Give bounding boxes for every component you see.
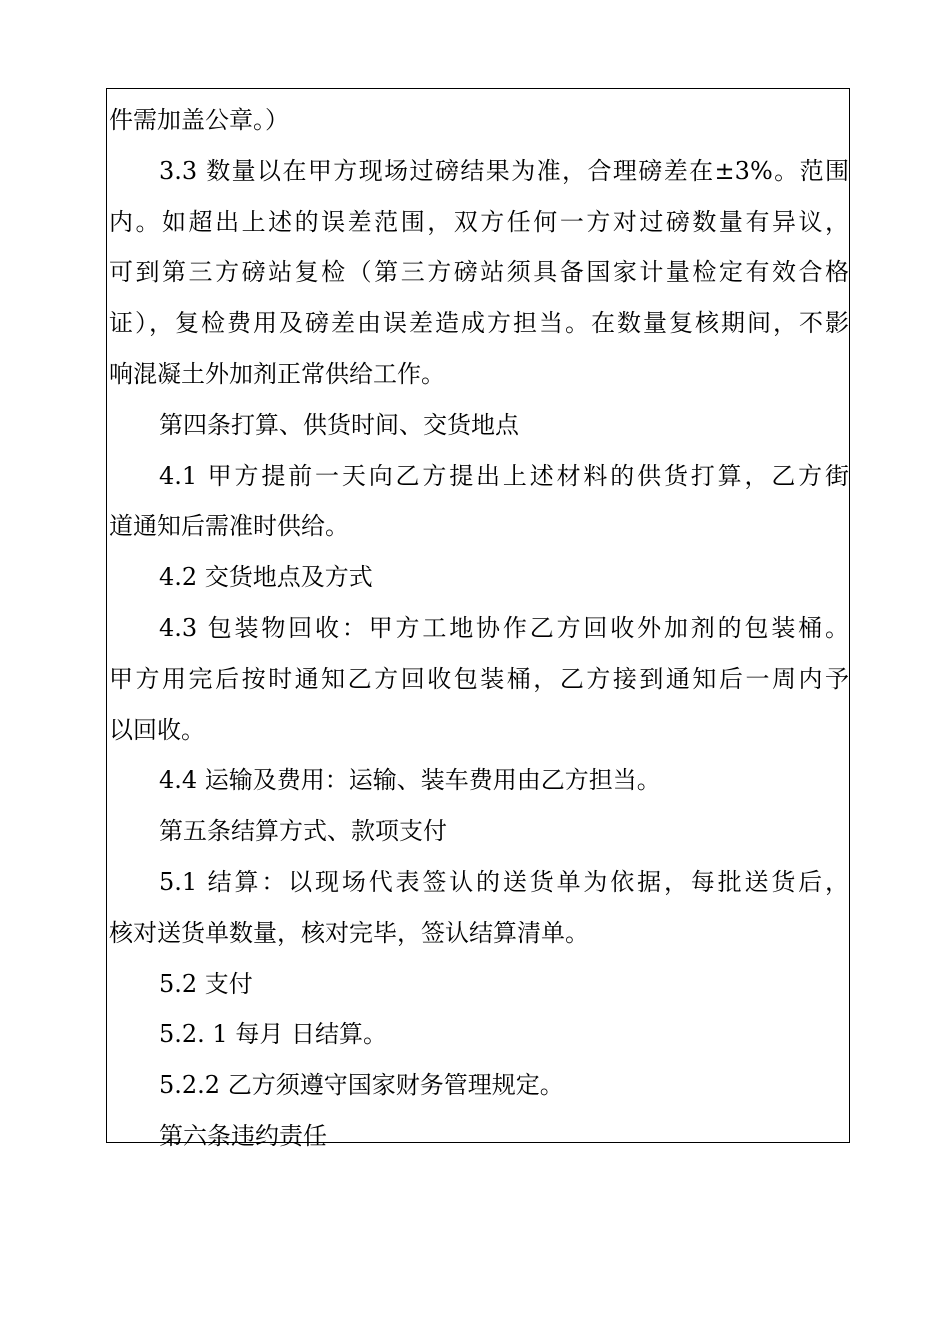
text-line: 5.1 结算：以现场代表签认的送货单为依据，每批送货后， <box>159 867 849 896</box>
text-line: 第四条打算、供货时间、交货地点 <box>159 410 519 439</box>
text-line: 件需加盖公章。） <box>109 106 289 134</box>
text-line: 响混凝土外加剂正常供给工作。 <box>109 359 445 388</box>
text-line: 以回收。 <box>109 715 205 744</box>
text-line: 4.3 包装物回收：甲方工地协作乙方回收外加剂的包装桶。 <box>159 613 849 642</box>
text-line: 3.3 数量以在甲方现场过磅结果为准，合理磅差在±3%。范围 <box>159 156 849 185</box>
text-line: 4.4 运输及费用：运输、装车费用由乙方担当。 <box>159 766 661 795</box>
text-line: 4.2 交货地点及方式 <box>159 563 373 592</box>
text-line: 第五条结算方式、款项支付 <box>159 817 447 846</box>
text-line: 5.2 支付 <box>159 969 253 998</box>
text-line: 甲方用完后按时通知乙方回收包装桶，乙方接到通知后一周内予 <box>109 664 849 693</box>
text-line: 道通知后需准时供给。 <box>109 512 349 541</box>
text-line: 证），复检费用及磅差由误差造成方担当。在数量复核期间，不影 <box>109 309 849 338</box>
document-frame <box>106 88 850 1150</box>
text-line: 可到第三方磅站复检（第三方磅站须具备国家计量检定有效合格 <box>109 258 849 287</box>
text-line: 4.1 甲方提前一天向乙方提出上述材料的供货打算，乙方街 <box>159 461 849 490</box>
text-line: 5.2.2 乙方须遵守国家财务管理规定。 <box>159 1071 564 1100</box>
text-line: 内。如超出上述的误差范围，双方任何一方对过磅数量有异议， <box>109 207 849 236</box>
text-line: 5.2. 1 每月 日结算。 <box>159 1020 387 1049</box>
text-line: 核对送货单数量，核对完毕，签认结算清单。 <box>109 918 589 947</box>
document-body <box>107 95 851 1162</box>
text-line: 第六条违约责任 <box>159 1121 327 1150</box>
